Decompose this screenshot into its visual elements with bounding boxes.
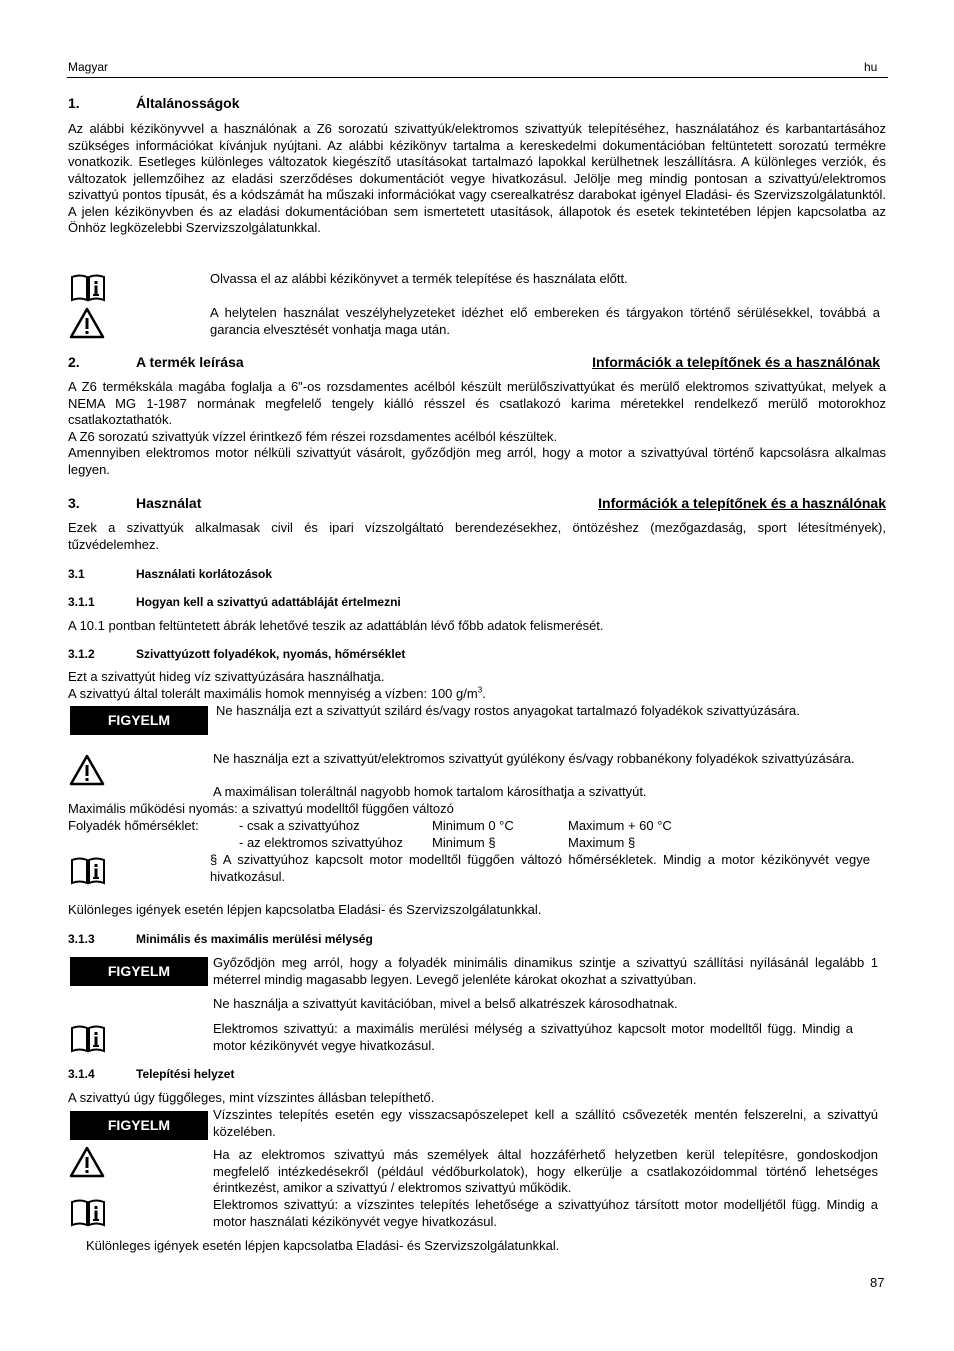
section-1-heading [68,95,468,113]
warning-icon [69,307,105,339]
special-requests-line: Különleges igények esetén lépjen kapcsolatba Eladási- és Szervizszolgálatunkkal. [86,1238,560,1253]
read-manual-note: Olvassa el az alábbi kézikönyvet a termék telepítése és használata előtt. [210,271,628,286]
section-title: Használat [136,495,202,511]
temp-row-min: Minimum § [432,835,496,850]
max-pressure-line: Maximális működési nyomás: a szivattyú modelltől függően változó [68,801,454,816]
horizontal-install-note: Elektromos szivattyú: a vízszintes telepítés lehetősége a szivattyúhoz társított motor modelljétől függ. Mindig a motor használati kézikönyvét vegye hivatkozásul. [213,1197,878,1229]
figyelm-badge: FIGYELM [70,1111,208,1140]
section-3-1-4-heading [68,1066,568,1082]
section-number: 3.1.1 [68,595,95,609]
temp-row-max: Maximum § [568,835,636,850]
figyelm-badge: FIGYELM [70,706,208,735]
warning-icon [69,754,105,786]
section-2-audience: Információk a telepítőnek és a használónak [592,354,880,370]
temp-row-max: Maximum + 60 °C [568,818,672,833]
section-number: 3.1 [68,567,85,581]
installation-position-text: A szivattyú úgy függőleges, mint vízszintes állásban telepíthető. [68,1090,435,1105]
page-number: 87 [870,1275,885,1290]
min-level-warning: Győződjön meg arról, hogy a folyadék minimális dinamikus szintje a szivattyú szállítási nyílásánál legalább 1 méterrel mindig magasabb legyen. Levegő jelenléte károkat okozhat a szivattyúban. [213,955,878,987]
motor-temperature-note: § A szivattyúhoz kapcsolt motor modelltől függően változó hőmérsékletek. Mindig a motor kézikönyvét vegye hivatkozásul. [210,852,870,884]
misuse-warning-text: A helytelen használat veszélyhelyzeteket idézhet elő embereken és tárgyakon történő sérülésekkel, továbbá a garancia elvesztését vonhatja maga után. [210,305,880,337]
solid-fluids-warning: Ne használja ezt a szivattyút szilárd és/vagy rostos anyagokat tartalmazó folyadékok szivattyúzására. [216,703,800,718]
section-3-1-2-heading [68,646,568,662]
section-3-audience: Információk a telepítőnek és a használónak [598,495,886,511]
section-3-heading [68,495,468,513]
section-2-paragraph-2: A Z6 sorozatú szivattyúk vízzel érintkező fém részei rozsdamentes acélból készültek. [68,429,558,444]
sand-limit-text: A szivattyú által tolerált maximális homok mennyiség a vízben: 100 g/m [68,686,478,701]
check-valve-warning: Vízszintes telepítés esetén egy visszacsapószelepet kell a szállító csővezeték mentén felszerelni, a szivattyú közelében. [213,1107,878,1139]
manual-icon [70,855,106,885]
section-title: Általánosságok [136,95,240,111]
temp-row-min: Minimum 0 °C [432,818,514,833]
section-number: 3.1.3 [68,932,95,946]
manual-icon [70,1197,106,1227]
temp-row-item: - az elektromos szivattyúhoz [239,835,404,850]
section-3-paragraph: Ezek a szivattyúk alkalmasak civil és ipari vízszolgáltató berendezésekhez, öntözéshez (mezőgazdaság, sport létesítmények), tűzvédelemhez. [68,520,886,552]
manual-icon [70,272,106,302]
submersion-depth-note: Elektromos szivattyú: a maximális merülési mélység a szivattyúhoz kapcsolt motor modelltől függ. Mindig a motor kézikönyvét vegye hivatkozásul. [213,1021,853,1053]
section-title: Használati korlátozások [136,567,273,581]
cavitation-warning: Ne használja a szivattyút kavitációban, mivel a belső alkatrészek károsodhatnak. [213,996,678,1011]
section-number: 3.1.2 [68,647,95,661]
header-language: Magyar [68,60,109,74]
manual-icon [70,1023,106,1053]
warning-icon [69,1146,105,1178]
sand-limit-end: . [482,686,486,701]
section-title: Hogyan kell a szivattyú adattábláját értelmezni [136,595,401,609]
special-requests-line: Különleges igények esetén lépjen kapcsolatba Eladási- és Szervizszolgálatunkkal. [68,902,542,917]
accessible-installation-warning: Ha az elektromos szivattyú más személyek által hozzáférhető helyzetben kerül telepítésre, gondoskodjon megfelelő intézkedésekről (például védőburkolatok), hogy elkerülje a csatlakozóidommal történő lehetséges érintkezést, amikor a szivattyú / elektromos szivattyú működik. [213,1147,878,1195]
section-3-1-1-text: A 10.1 pontban feltüntetett ábrák lehetővé teszik az adattáblán lévő főbb adatok felismerését. [68,618,604,633]
sand-limit-unit-exponent: 3 [477,685,483,695]
header-divider [67,77,888,78]
cold-water-line: Ezt a szivattyút hideg víz szivattyúzására használhatja. [68,669,385,684]
temp-row-item: - csak a szivattyúhoz [239,818,360,833]
section-3-1-1-heading [68,594,568,610]
section-title: A termék leírása [136,354,244,370]
sand-damage-warning: A maximálisan toleráltnál nagyobb homok tartalom károsíthatja a szivattyút. [213,784,647,799]
section-1-text: Az alábbi kézikönyvvel a használónak a Z6 sorozatú szivattyúk/elektromos szivattyúk telepítéséhez, használatához és karbantartásához szükséges információkat kívánjuk nyújtani. Az alábbi kézikönyv tartalma a kereskedelmi dokumentációban feltüntetett sorozatú termékre vonatkozik. Esetleges különleges változatok kiegészítő utasításokat tartalmazó lapokkal kerülhetnek leszállításra. A különleges verziók, és változatok jellemzőihez az eladási szerződéses dokumentációt vegye hivatkozásul. Jelölje meg mindig pontosan a szivattyú/elektromos szivattyú pontos típusát, és a kódszámát ha műszaki információkat vagy cserealkatrész darabokat igényel Eladási- és Szervizszolgálatunktól. A jelen kézikönyvben és az eladási dokumentációban sem ismertetett utasítások, állapotok és esetek tekintetében lépjen kapcsolatba az Önhöz legközelebbi Szervizszolgálatunkkal. [68,121,886,235]
header-language-code: hu [864,60,878,74]
section-3-1-3-heading [68,931,568,947]
section-number: 3.1.4 [68,1067,95,1081]
sand-limit-line [68,686,486,703]
section-number: 3. [68,495,80,511]
section-title: Minimális és maximális merülési mélység [136,932,373,946]
section-2-paragraph-1: A Z6 termékskála magába foglalja a 6"-os rozsdamentes acélból készült merülőszivattyúkat és merülő elektromos szivattyúkat, melyek a NEMA MG 1-1987 normának megfelelő tengely kiálló résszel és csatlakozó karima méretekkel rendelkező merülő motorokhoz csatlakoztathatók. [68,379,886,427]
section-number: 1. [68,95,80,111]
section-2-heading [68,354,468,372]
figyelm-badge: FIGYELM [70,957,208,986]
section-title: Telepítési helyzet [136,1067,235,1081]
section-2-paragraph-3: Amennyiben elektromos motor nélküli szivattyút vásárolt, győződjön meg arról, hogy a motor a szivattyúval történő kapcsolásra alkalmas legyen. [68,445,886,477]
flammable-fluids-warning: Ne használja ezt a szivattyút/elektromos szivattyút gyúlékony és/vagy robbanékony folyadékok szivattyúzására. [213,751,855,766]
section-title: Szivattyúzott folyadékok, nyomás, hőmérséklet [136,647,406,661]
temperature-label: Folyadék hőmérséklet: [68,818,199,833]
section-3-1-heading [68,566,468,582]
section-number: 2. [68,354,80,370]
